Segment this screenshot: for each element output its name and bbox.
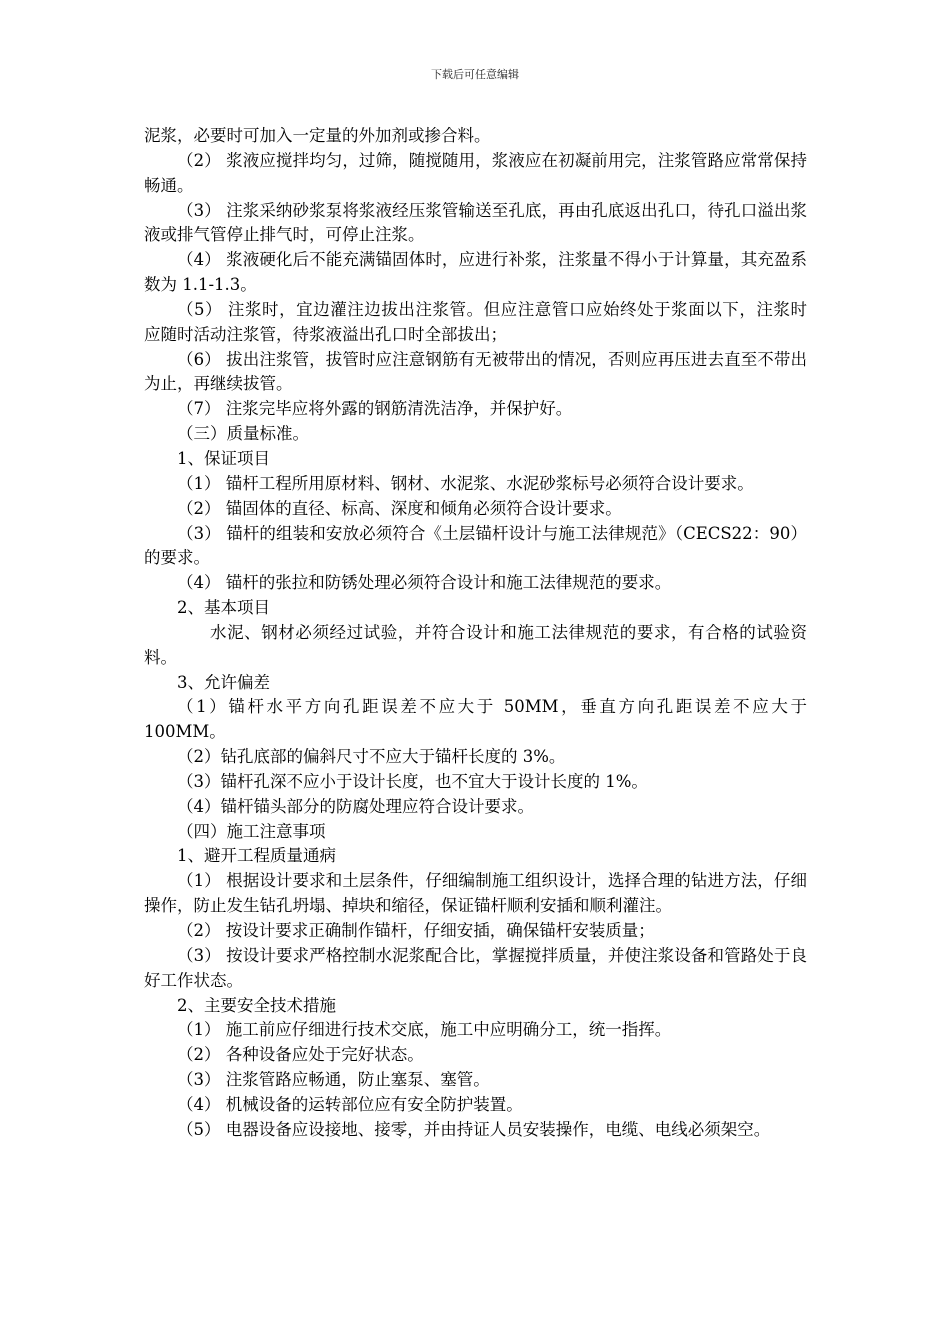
page-header: 下载后可任意编辑 <box>431 68 519 81</box>
section-heading: （四）施工注意事项 <box>177 821 326 841</box>
paragraph: （7） 注浆完毕应将外露的钢筋清洗洁净，并保护好。 <box>177 399 573 419</box>
subsection-heading: 1、保证项目 <box>177 448 270 468</box>
paragraph: （1） 根据设计要求和土层条件，仔细编制施工组织设计，选择合理的钻进方法，仔细操作，防止发生钻孔坍塌、掉块和缩径，保证锚杆顺利安插和顺利灌注。 <box>144 871 807 916</box>
paragraph: （6） 拔出注浆管，拔管时应注意钢筋有无被带出的情况，否则应再压进去直至不带出为止，再继续拔管。 <box>144 349 807 394</box>
paragraph: （2） 按设计要求正确制作锚杆，仔细安插，确保锚杆安装质量； <box>177 921 655 940</box>
document-body <box>144 124 807 1143</box>
paragraph: （3）锚杆孔深不应小于设计长度，也不宜大于设计长度的 1%。 <box>177 771 648 791</box>
paragraph: （1） 施工前应仔细进行技术交底，施工中应明确分工，统一指挥。 <box>177 1020 672 1040</box>
paragraph: （5） 电器设备应设接地、接零，并由持证人员安装操作，电缆、电线必须架空。 <box>177 1119 771 1139</box>
paragraph: （2） 锚固体的直径、标高、深度和倾角必须符合设计要求。 <box>177 498 622 518</box>
subsection-heading: 3、允许偏差 <box>177 672 270 692</box>
paragraph: 水泥、钢材必须经过试验，并符合设计和施工法律规范的要求，有合格的试验资料。 <box>144 622 807 667</box>
paragraph: 泥浆，必要时可加入一定量的外加剂或掺合料。 <box>144 126 491 145</box>
subsection-heading: 2、主要安全技术措施 <box>177 995 336 1015</box>
paragraph: （4） 机械设备的运转部位应有安全防护装置。 <box>177 1094 523 1114</box>
paragraph: （2）钻孔底部的偏斜尺寸不应大于锚杆长度的 3%。 <box>177 747 566 767</box>
paragraph: （3） 按设计要求严格控制水泥浆配合比，掌握搅拌质量，并使注浆设备和管路处于良好工作状态。 <box>144 945 807 990</box>
subsection-heading: 2、基本项目 <box>177 598 270 618</box>
paragraph: （4） 锚杆的张拉和防锈处理必须符合设计和施工法律规范的要求。 <box>177 573 672 593</box>
paragraph: （2） 浆液应搅拌均匀，过筛，随搅随用，浆液应在初凝前用完，注浆管路应常常保持畅通。 <box>144 150 807 195</box>
paragraph: （4）锚杆锚头部分的防腐处理应符合设计要求。 <box>177 796 534 816</box>
paragraph: （5） 注浆时，宜边灌注边拔出注浆管。但应注意管口应始终处于浆面以下，注浆时 应随时活动注浆管，待浆液溢出孔口时全部拔出； <box>144 299 807 344</box>
paragraph: （3） 注浆管路应畅通，防止塞泵、塞管。 <box>177 1070 490 1090</box>
subsection-heading: 1、避开工程质量通病 <box>177 846 336 866</box>
paragraph: （3） 锚杆的组装和安放必须符合《土层锚杆设计与施工法律规范》（CECS22：90）的要求。 <box>144 523 807 568</box>
section-heading: （三）质量标准。 <box>177 424 309 444</box>
paragraph: （4） 浆液硬化后不能充满锚固体时，应进行补浆，注浆量不得小于计算量，其充盈系数为 1.1-1.3。 <box>144 250 807 295</box>
paragraph: （3） 注浆采纳砂浆泵将浆液经压浆管输送至孔底，再由孔底返出孔口，待孔口溢出浆液或排气管停止排气时，可停止注浆。 <box>144 200 807 245</box>
paragraph: （1）锚杆水平方向孔距误差不应大于 50MM，垂直方向孔距误差不应大于 100MM。 <box>144 697 807 742</box>
paragraph: （1） 锚杆工程所用原材料、钢材、水泥浆、水泥砂浆标号必须符合设计要求。 <box>177 473 754 493</box>
paragraph: （2） 各种设备应处于完好状态。 <box>177 1045 424 1065</box>
